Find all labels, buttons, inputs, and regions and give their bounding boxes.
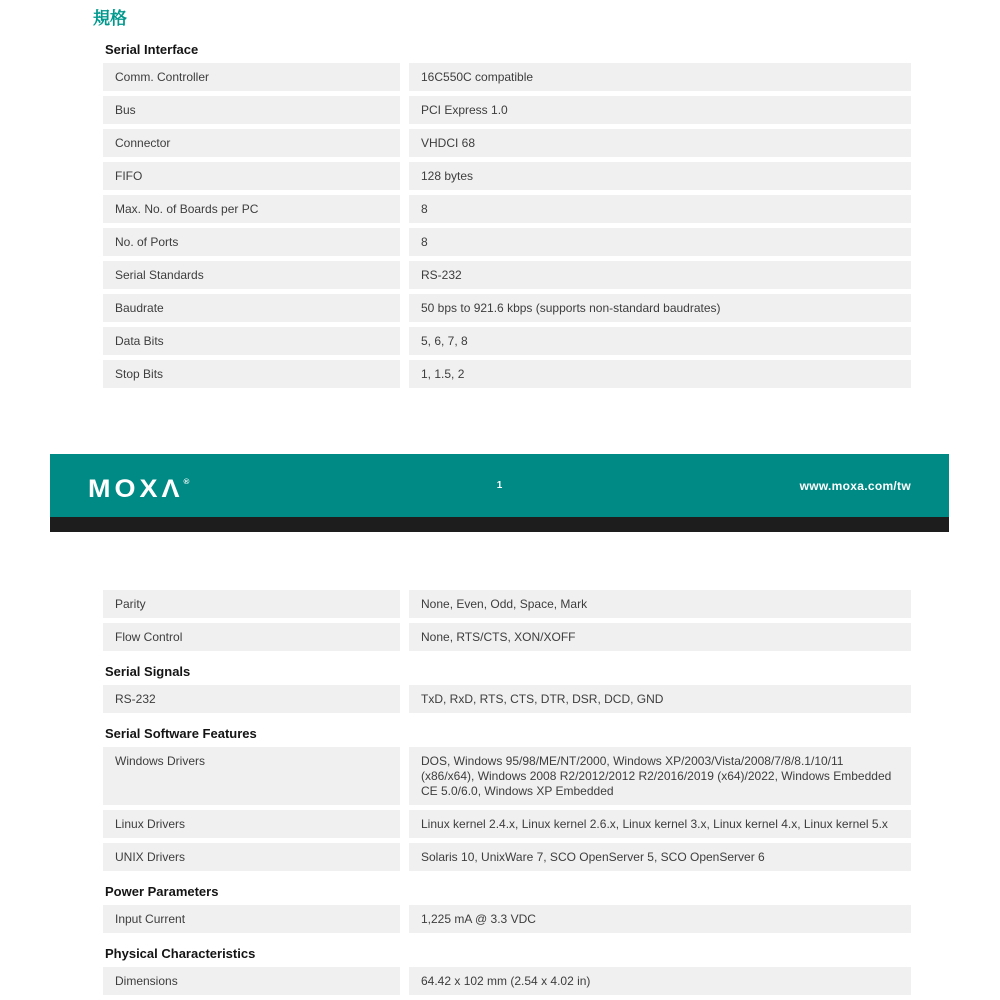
section-heading: Serial Signals — [105, 664, 191, 679]
spec-value: RS-232 — [409, 261, 911, 289]
spec-label: Parity — [103, 590, 400, 618]
spec-value: 1,225 mA @ 3.3 VDC — [409, 905, 911, 933]
spec-value: VHDCI 68 — [409, 129, 911, 157]
spec-value: None, RTS/CTS, XON/XOFF — [409, 623, 911, 651]
spec-label: Data Bits — [103, 327, 400, 355]
spec-row — [103, 63, 911, 91]
section-heading: Power Parameters — [105, 884, 219, 899]
spec-value: 1, 1.5, 2 — [409, 360, 911, 388]
spec-row — [103, 96, 911, 124]
spec-label: Stop Bits — [103, 360, 400, 388]
footer-banner-teal-bar — [50, 454, 949, 517]
spec-label: No. of Ports — [103, 228, 400, 256]
spec-label: Windows Drivers — [103, 747, 400, 805]
spec-row — [103, 685, 911, 713]
spec-value: 16C550C compatible — [409, 63, 911, 91]
spec-row — [103, 905, 911, 933]
spec-row — [103, 327, 911, 355]
spec-label: Connector — [103, 129, 400, 157]
spec-value: 50 bps to 921.6 kbps (supports non-standard baudrates) — [409, 294, 911, 322]
spec-row — [103, 810, 911, 838]
spec-label: Serial Standards — [103, 261, 400, 289]
spec-label: Linux Drivers — [103, 810, 400, 838]
spec-label: RS-232 — [103, 685, 400, 713]
page-number: 1 — [496, 480, 503, 491]
page-title: 規格 — [93, 9, 127, 28]
spec-label: UNIX Drivers — [103, 843, 400, 871]
spec-row — [103, 360, 911, 388]
spec-row — [103, 228, 911, 256]
spec-value: 8 — [409, 195, 911, 223]
spec-row — [103, 162, 911, 190]
spec-value: 64.42 x 102 mm (2.54 x 4.02 in) — [409, 967, 911, 995]
spec-label: Input Current — [103, 905, 400, 933]
spec-value: TxD, RxD, RTS, CTS, DTR, DSR, DCD, GND — [409, 685, 911, 713]
spec-row — [103, 294, 911, 322]
spec-value: Linux kernel 2.4.x, Linux kernel 2.6.x, Linux kernel 3.x, Linux kernel 4.x, Linux kernel 5.x — [409, 810, 911, 838]
spec-value: DOS, Windows 95/98/ME/NT/2000, Windows XP/2003/Vista/2008/7/8/8.1/10/11 (x86/x64), Windows 2008 R2/2012/2012 R2/2016/2019 (x64)/2022, Windows Embedded CE 5.0/6.0, Windows XP Embedded — [409, 747, 911, 805]
spec-label: FIFO — [103, 162, 400, 190]
section-heading: Physical Characteristics — [105, 946, 256, 961]
footer-banner — [50, 454, 949, 532]
spec-row — [103, 195, 911, 223]
moxa-logo-text: MOXΛ — [88, 474, 184, 503]
registered-trademark-icon: ® — [183, 477, 190, 486]
spec-row — [103, 747, 911, 805]
datasheet-page — [0, 9, 1000, 1000]
spec-row — [103, 843, 911, 871]
spec-row — [103, 129, 911, 157]
spec-table-lower — [103, 590, 911, 995]
spec-value: None, Even, Odd, Space, Mark — [409, 590, 911, 618]
spec-value: Solaris 10, UnixWare 7, SCO OpenServer 5, SCO OpenServer 6 — [409, 843, 911, 871]
footer-banner-black-bar — [50, 517, 949, 532]
spec-label: Comm. Controller — [103, 63, 400, 91]
spec-value: 5, 6, 7, 8 — [409, 327, 911, 355]
section-heading: Serial Software Features — [105, 726, 257, 741]
spec-row — [103, 967, 911, 995]
spec-label: Max. No. of Boards per PC — [103, 195, 400, 223]
spec-value: 8 — [409, 228, 911, 256]
spec-label: Bus — [103, 96, 400, 124]
spec-value: 128 bytes — [409, 162, 911, 190]
spec-value: PCI Express 1.0 — [409, 96, 911, 124]
spec-row — [103, 261, 911, 289]
section-heading: Serial Interface — [105, 42, 199, 57]
website-link[interactable]: www.moxa.com/tw — [799, 478, 911, 493]
spec-row — [103, 623, 911, 651]
spec-table-upper — [103, 42, 911, 388]
spec-row — [103, 590, 911, 618]
spec-label: Baudrate — [103, 294, 400, 322]
spec-label: Dimensions — [103, 967, 400, 995]
spec-label: Flow Control — [103, 623, 400, 651]
